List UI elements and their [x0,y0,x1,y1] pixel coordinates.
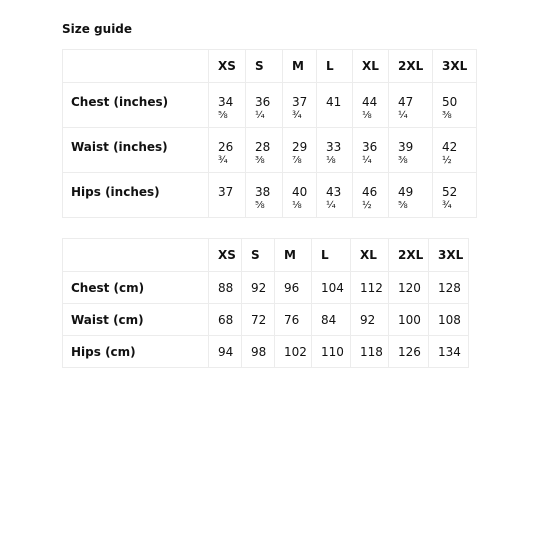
cell-fraction: ¾ [442,200,452,211]
header-row [63,50,477,83]
table-cell: 92 [242,272,275,304]
table-cell: 126 [389,336,429,368]
header-row [63,239,469,272]
cell-fraction: ¼ [398,110,408,121]
cell-whole: 42 [442,140,458,154]
cell-whole: 46 [362,185,378,199]
cell-whole: 41 [326,95,342,109]
table-cell [317,173,353,218]
table-cell: 120 [389,272,429,304]
cell-fraction: ⅜ [442,110,452,121]
column-header: 3XL [433,50,477,83]
cell-whole: 43 [326,185,342,199]
table-cell [353,83,389,128]
table-cell [246,128,283,173]
column-header: XS [209,239,242,272]
table-cell: 108 [429,304,469,336]
cell-fraction: ⅝ [398,200,408,211]
table-cell [283,173,317,218]
table-cell [353,173,389,218]
cell-fraction: ⅛ [326,155,336,166]
table-cell [246,173,283,218]
column-header: XL [351,239,389,272]
cell-fraction: ½ [442,155,452,166]
cell-whole: 50 [442,95,458,109]
table-cell [246,83,283,128]
page-title: Size guide [62,22,133,36]
table-cell [317,128,353,173]
table-cell: 68 [209,304,242,336]
cell-whole: 26 [218,140,234,154]
size-table-cm [62,238,469,368]
row-header: Waist (inches) [63,128,209,173]
table-row [63,272,469,304]
table-cell [209,83,246,128]
table-cell [209,128,246,173]
column-header: S [246,50,283,83]
table-cell: 118 [351,336,389,368]
table-cell [353,128,389,173]
corner-cell [63,50,209,83]
cell-whole: 34 [218,95,234,109]
column-header: 3XL [429,239,469,272]
table-row [63,83,477,128]
cell-whole: 37 [292,95,308,109]
table-cell [209,173,246,218]
cell-fraction: ⅜ [255,155,265,166]
cell-fraction: ⅞ [292,155,302,166]
row-header: Chest (cm) [63,272,209,304]
table-cell: 88 [209,272,242,304]
table-cell: 128 [429,272,469,304]
table-row [63,336,469,368]
column-header: 2XL [389,239,429,272]
column-header: XL [353,50,389,83]
table-cell [389,83,433,128]
cell-fraction: ¼ [255,110,265,121]
cell-fraction: ¾ [292,110,302,121]
cell-whole: 52 [442,185,458,199]
table-cell: 92 [351,304,389,336]
table-cell [317,83,353,128]
table-cell: 94 [209,336,242,368]
cell-fraction: ⅛ [292,200,302,211]
table-row [63,304,469,336]
cell-whole: 39 [398,140,414,154]
table-cell [389,173,433,218]
size-table-inches [62,49,477,218]
table-cell [389,128,433,173]
corner-cell [63,239,209,272]
table-cell [433,83,477,128]
table-cell: 76 [275,304,312,336]
column-header: 2XL [389,50,433,83]
table-cell: 102 [275,336,312,368]
cell-whole: 49 [398,185,414,199]
table-cell: 100 [389,304,429,336]
row-header: Hips (inches) [63,173,209,218]
cell-whole: 47 [398,95,414,109]
cell-whole: 29 [292,140,308,154]
column-header: L [317,50,353,83]
cell-fraction: ½ [362,200,372,211]
cell-fraction: ¼ [362,155,372,166]
cell-fraction: ⅜ [398,155,408,166]
cell-whole: 40 [292,185,308,199]
cell-whole: 44 [362,95,378,109]
row-header: Waist (cm) [63,304,209,336]
table-cell: 134 [429,336,469,368]
cell-whole: 36 [255,95,271,109]
cell-whole: 28 [255,140,271,154]
row-header: Hips (cm) [63,336,209,368]
table-cell [433,173,477,218]
cell-whole: 33 [326,140,342,154]
cell-fraction: ⅝ [218,110,228,121]
table-row [63,173,477,218]
column-header: S [242,239,275,272]
table-cell [283,128,317,173]
cell-fraction: ⅝ [255,200,265,211]
cell-fraction: ¼ [326,200,336,211]
cell-whole: 38 [255,185,271,199]
table-cell: 96 [275,272,312,304]
column-header: L [312,239,351,272]
table-row [63,128,477,173]
cell-whole: 37 [218,185,234,199]
table-cell [433,128,477,173]
cell-whole: 36 [362,140,378,154]
table-cell: 112 [351,272,389,304]
table-cell: 110 [312,336,351,368]
row-header: Chest (inches) [63,83,209,128]
table-cell: 104 [312,272,351,304]
column-header: M [275,239,312,272]
cell-fraction: ⅛ [362,110,372,121]
cell-fraction: ¾ [218,155,228,166]
column-header: XS [209,50,246,83]
table-cell [283,83,317,128]
column-header: M [283,50,317,83]
table-cell: 72 [242,304,275,336]
table-cell: 84 [312,304,351,336]
table-cell: 98 [242,336,275,368]
